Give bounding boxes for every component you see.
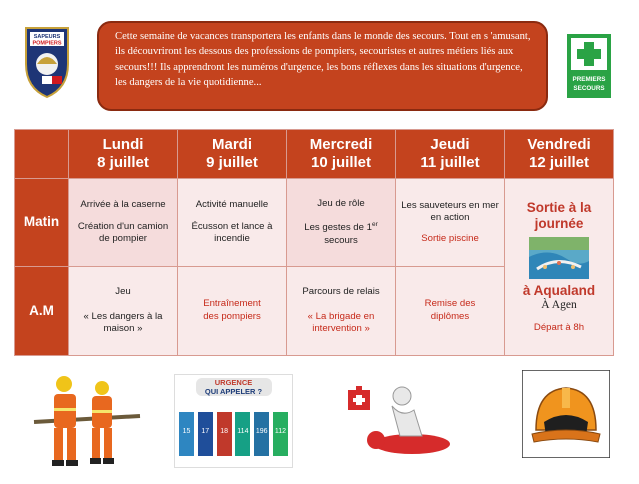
day-header-jeudi: Jeudi 11 juillet (396, 130, 505, 179)
cell-lundi-am: Jeu « Les dangers à la maison » (69, 267, 178, 356)
intro-text: Cette semaine de vacances transportera les enfants dans le monde des secours. Tout en s 'amusant, ils découvriront les dessous des professions de pompiers, secouristes et autres métiers liés aux secours!!! Ils apprendront les numéros d'urgence, les bons réflexes dans les situations d'urgence, les dangers de la vie quotidienne... (115, 31, 531, 89)
logo-text-secours: SECOURS (573, 85, 605, 92)
firefighters-illustration (24, 370, 144, 470)
cell-mercredi-am: Parcours de relais « La brigade en intervention » (287, 267, 396, 356)
poster-number-17: 17 (198, 412, 213, 456)
cell-mardi-matin: Activité manuelle Écusson et lance à incendie (178, 179, 287, 267)
poster-number-18: 18 (217, 412, 232, 456)
cell-mardi-am: Entraînement des pompiers (178, 267, 287, 356)
cell-lundi-matin: Arrivée à la caserne Création d'un camion de pompier (69, 179, 178, 267)
intro-text-box (97, 21, 548, 111)
poster-title-urgence: URGENCE (214, 378, 253, 387)
urgence-poster (174, 374, 293, 468)
cell-jeudi-matin: Les sauveteurs en mer en action Sortie piscine (396, 179, 505, 267)
row-label-am: A.M (15, 267, 69, 356)
friday-place: à Aqualand (522, 282, 596, 298)
cell-vendredi-journee (505, 179, 614, 356)
poster-number-15: 15 (179, 412, 194, 456)
friday-title: Sortie à la journée (526, 199, 592, 231)
logo-text-pompiers: POMPIERS (32, 40, 62, 47)
first-aid-illustration (330, 370, 450, 462)
friday-depart: Départ à 8h (533, 321, 585, 333)
sapeurs-pompiers-logo (22, 24, 72, 100)
poster-number-112: 112 (273, 412, 288, 456)
poster-number-114: 114 (235, 412, 250, 456)
day-header-lundi: Lundi 8 juillet (69, 130, 178, 179)
poster-number-196: 196 (254, 412, 269, 456)
schedule-table (14, 129, 614, 356)
logo-text-sapeurs: SAPEURS (33, 34, 61, 40)
cell-mercredi-matin: Jeu de rôle Les gestes de 1er secours (287, 179, 396, 267)
premiers-secours-logo (567, 34, 611, 98)
firefighter-helmet-icon (522, 370, 610, 458)
header-row (15, 130, 614, 179)
cell-jeudi-am: Remise des diplômes (396, 267, 505, 356)
day-header-mercredi: Mercredi 10 juillet (287, 130, 396, 179)
day-header-mardi: Mardi 9 juillet (178, 130, 287, 179)
poster-title-qui-appeler: QUI APPELER ? (204, 387, 263, 396)
table-corner (15, 130, 69, 179)
aqualand-photo (529, 237, 589, 279)
day-header-vendredi: Vendredi 12 juillet (505, 130, 614, 179)
friday-city: À Agen (541, 298, 577, 311)
morning-row (15, 179, 614, 267)
row-label-matin: Matin (15, 179, 69, 267)
logo-text-premiers: PREMIERS (572, 76, 606, 83)
